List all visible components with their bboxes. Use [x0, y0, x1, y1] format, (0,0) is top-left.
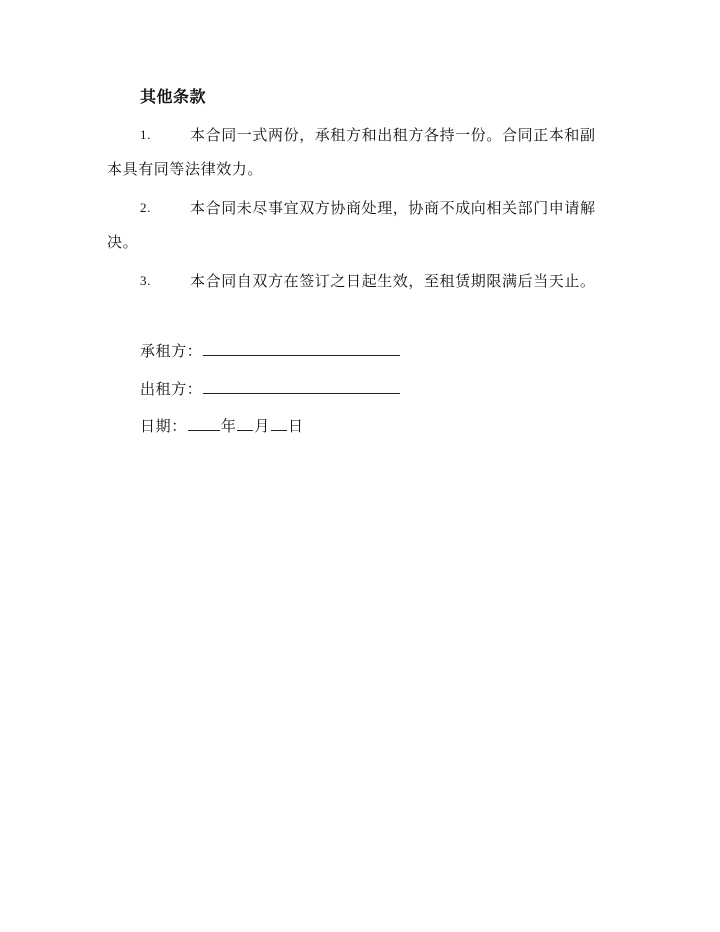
clause-3 — [107, 264, 607, 298]
lessor-signature-line — [140, 378, 401, 399]
clause-text: 本合同未尽事宜双方协商处理，协商不成向相关部门申请解决。 — [107, 199, 596, 251]
clause-text: 本合同一式两份，承租方和出租方各持一份。合同正本和副本具有同等法律效力。 — [107, 126, 596, 178]
lessee-signature-line — [140, 340, 401, 361]
date-line — [140, 415, 304, 436]
day-blank — [271, 416, 287, 431]
lessee-signature-blank — [203, 341, 400, 356]
clause-1 — [107, 118, 607, 186]
clause-number: 2. — [140, 200, 151, 215]
year-blank — [188, 416, 220, 431]
lessor-signature-blank — [203, 379, 400, 394]
clause-2 — [107, 191, 607, 259]
month-blank — [237, 416, 253, 431]
lessor-label: 出租方： — [140, 380, 203, 398]
section-title: 其他条款 — [140, 87, 207, 106]
year-label: 年 — [220, 417, 237, 435]
clause-text: 本合同自双方在签订之日起生效，至租赁期限满后当天止。 — [190, 272, 596, 290]
day-label: 日 — [288, 417, 304, 435]
clause-number: 3. — [140, 273, 151, 288]
date-label: 日期： — [140, 417, 187, 435]
clause-number: 1. — [140, 127, 151, 142]
month-label: 月 — [254, 417, 271, 435]
lessee-label: 承租方： — [140, 342, 203, 360]
